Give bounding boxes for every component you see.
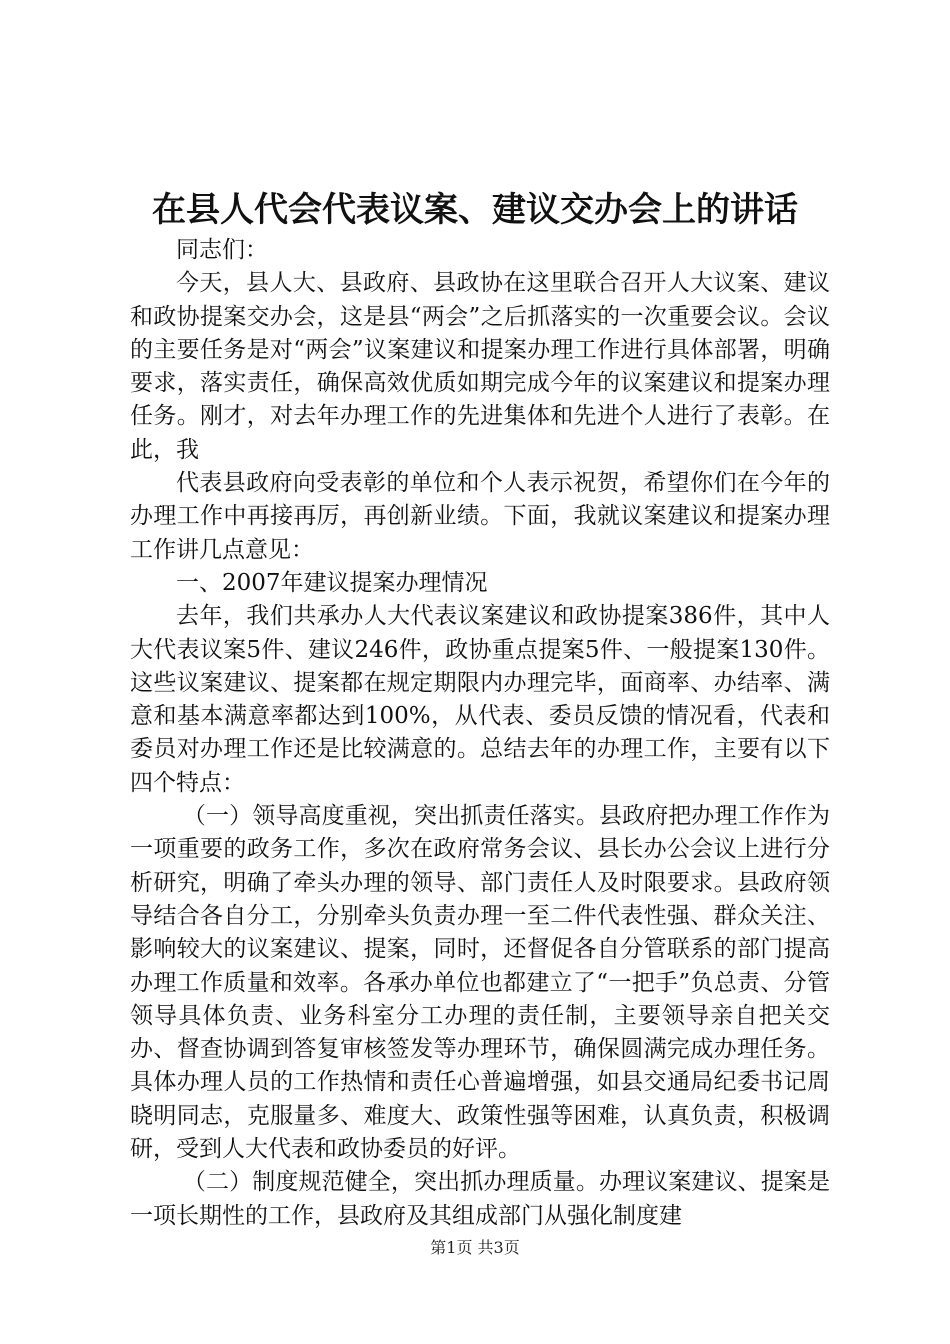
paragraph-point-1: （一）领导高度重视，突出抓责任落实。县政府把办理工作作为一项重要的政务工作，多次在政府常务会议、县长办公会议上进行分析研究，明确了牵头办理的领导、部门责任人及时限要求。县政府领导结合各自分工，分别牵头负责办理一至二件代表性强、群众关注、影响较大的议案建议、提案，同时，还督促各自分管联系的部门提高办理工作质量和效率。各承办单位也都建立了“一把手”负总责、分管领导具体负责、业务科室分工办理的责任制，主要领导亲自把关交办、督查协调到答复审核签发等办理环节，确保圆满完成办理任务。具体办理人员的工作热情和责任心普遍增强，如县交通局纪委书记周晓明同志，克服量多、难度大、政策性强等困难，认真负责，积极调研，受到人大代表和政协委员的好评。	[130, 803, 830, 1163]
page-number: 第1页 共3页	[430, 1238, 520, 1257]
document-title: 在县人代会代表议案、建议交办会上的讲话	[152, 190, 798, 230]
section-heading-1: 一、2007年建议提案办理情况	[176, 569, 488, 596]
paragraph-congratulations: 代表县政府向受表彰的单位和个人表示祝贺，希望你们在今年的办理工作中再接再厉，再创新业绩。下面，我就议案建议和提案办理工作讲几点意见：	[130, 470, 830, 563]
document-body	[130, 234, 830, 1233]
salutation: 同志们：	[176, 237, 268, 263]
paragraph-point-2: （二）制度规范健全，突出抓办理质量。办理议案建议、提案是一项长期性的工作，县政府及其组成部门从强化制度建	[130, 1169, 830, 1229]
paragraph-summary: 去年，我们共承办人大代表议案建议和政协提案386件，其中人大代表议案5件、建议246件，政协重点提案5件、一般提案130件。这些议案建议、提案都在规定期限内办理完毕，面商率、办结率、满意和基本满意率都达到100%，从代表、委员反馈的情况看，代表和委员对办理工作还是比较满意的。总结去年的办理工作，主要有以下四个特点：	[130, 603, 830, 796]
paragraph-opening: 今天，县人大、县政府、县政协在这里联合召开人大议案、建议和政协提案交办会，这是县“两会”之后抓落实的一次重要会议。会议的主要任务是对“两会”议案建议和提案办理工作进行具体部署，明确要求，落实责任，确保高效优质如期完成今年的议案建议和提案办理任务。刚才，对去年办理工作的先进集体和先进个人进行了表彰。在此，我	[130, 270, 830, 463]
